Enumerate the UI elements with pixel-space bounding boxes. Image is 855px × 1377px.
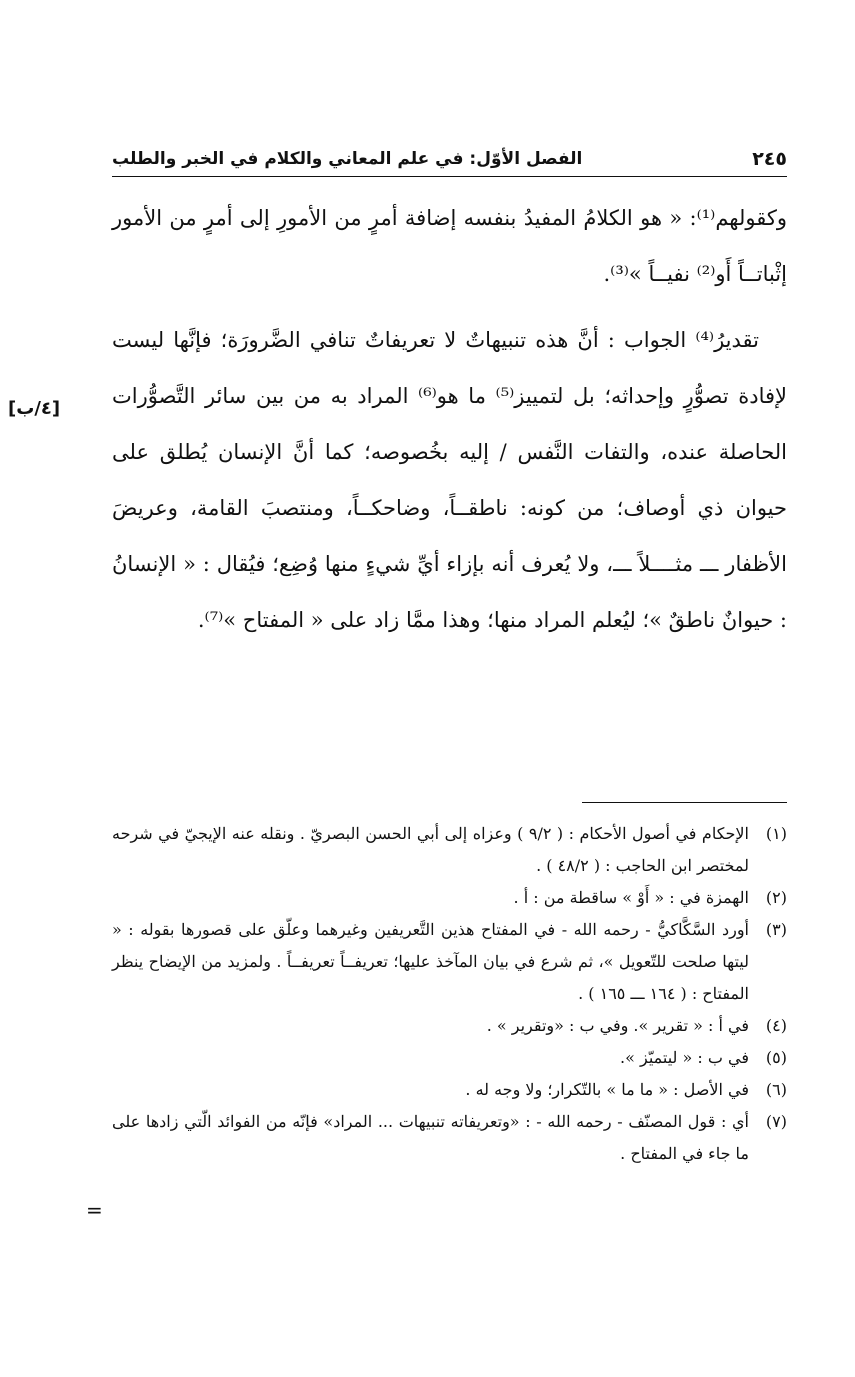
footnote-number: (٦) <box>765 1080 787 1099</box>
footnote <box>112 914 787 1010</box>
footnote-text: أورد السَّكَّاكيُّ - رحمه الله - في المفتاح هذين التَّعريفين وغيرهما وعلّق على قصورها بقوله : « ليتها صلحت للتّعويل »، ثم شرع في بيان المآخذ عليها؛ تعريفــاً تعريفــاً . ولمزيد من الإيضاح ينظر المفتاح : ( ١٦٤ ـــ ١٦٥ ) . <box>112 920 749 1003</box>
footnote-text: أي : قول المصنّف - رحمه الله - : «وتعريفاته تنبيهات ... المراد» فإنّه من الفوائد الّتي زادها على ما جاء في المفتاح . <box>112 1112 749 1163</box>
footnote <box>112 1106 787 1170</box>
chapter-title: الفصل الأوّل: في علم المعاني والكلام في الخبر والطلب <box>112 149 583 169</box>
footnotes <box>112 818 787 1170</box>
continuation-mark: = <box>86 1198 103 1222</box>
footnote-divider <box>582 802 787 803</box>
footnote-text: الهمزة في : « أَوْ » ساقطة من : أ . <box>513 888 749 907</box>
footnote <box>112 1074 787 1106</box>
running-header <box>112 142 787 176</box>
footnote-number: (٧) <box>765 1112 787 1131</box>
manuscript-folio-marker: [٤/ب] <box>8 398 61 419</box>
paragraph: وكقولهم⁽¹⁾: « هو الكلامُ المفيدُ بنفسه إضافة أمرٍ من الأمورِ إلى أمرٍ من الأمور إثْباتــاً أَو⁽²⁾ نفيــاً »⁽³⁾. <box>112 206 787 286</box>
footnote-text: في أ : « تقرير ». وفي ب : «وتقرير » . <box>486 1016 749 1035</box>
footnote-text: في الأصل : « ما ما » بالتّكرار؛ ولا وجه له . <box>465 1080 749 1099</box>
footnote <box>112 1042 787 1074</box>
main-text <box>112 190 787 648</box>
footnote <box>112 818 787 882</box>
header-divider <box>112 176 787 177</box>
footnote-text: في ب : « ليتميّز ». <box>620 1048 749 1067</box>
footnote <box>112 882 787 914</box>
page-number: ٢٤٥ <box>752 148 787 170</box>
paragraph: تقديرُ⁽⁴⁾ الجواب : أنَّ هذه تنبيهاتٌ لا تعريفاتٌ تنافي الضَّرورَة؛ فإنَّها ليست لإفادة تصوُّرٍ وإحداثه؛ بل لتمييز⁽⁵⁾ ما هو⁽⁶⁾ المراد به من بين سائر التَّصوُّرات الحاصلة عنده، والتفات النَّفس / إليه بخُصوصه؛ كما أنَّ الإنسان يُطلق على حيوان ذي أوصاف؛ من كونه: ناطقــاً، وضاحكــاً، ومنتصبَ القامة، وعريضَ الأظفار ـــ مثــــلاً ـــ، ولا يُعرف أنه بإزاء أيِّ شيءٍ منها وُضِع؛ فيُقال : « الإنسانُ : حيوانٌ ناطقٌ »؛ ليُعلم المراد منها؛ وهذا ممَّا زاد على « المفتاح »⁽⁷⁾. <box>112 328 787 632</box>
footnote-number: (٥) <box>765 1048 787 1067</box>
footnote-number: (٤) <box>765 1016 787 1035</box>
footnote-text: الإحكام في أصول الأحكام : ( ٩/٢ ) وعزاه إلى أبي الحسن البصريّ . ونقله عنه الإيجيّ في شرحه لمختصر ابن الحاجب : ( ٤٨/٢ ) . <box>112 824 749 875</box>
footnote-number: (٣) <box>765 920 787 939</box>
footnote <box>112 1010 787 1042</box>
footnote-number: (٢) <box>765 888 787 907</box>
footnote-number: (١) <box>765 824 787 843</box>
